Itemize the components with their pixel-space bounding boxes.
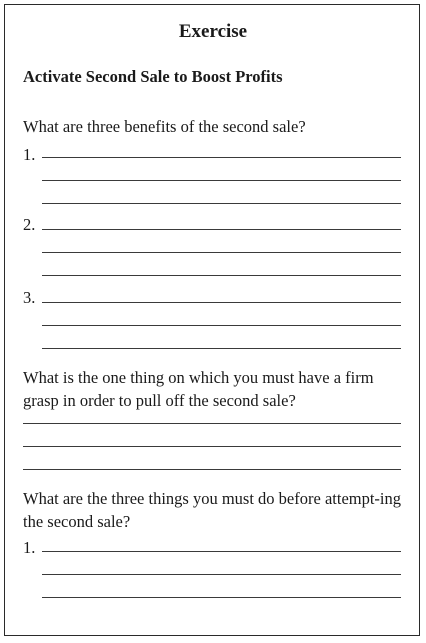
answer-line[interactable] [42, 275, 401, 276]
question-1-item-3-number: 3. [23, 288, 36, 307]
answer-line[interactable] [23, 469, 401, 470]
question-2-text: What is the one thing on which you must have a firm grasp in order to pull off the second sale? [23, 368, 374, 410]
question-1-item-2-number: 2. [23, 215, 36, 234]
answer-line[interactable] [42, 302, 401, 303]
answer-line[interactable] [42, 203, 401, 204]
answer-line[interactable] [42, 597, 401, 598]
answer-line[interactable] [42, 551, 401, 552]
answer-line[interactable] [42, 157, 401, 158]
answer-line[interactable] [42, 574, 401, 575]
question-3-item-1-number: 1. [23, 538, 36, 557]
answer-line[interactable] [42, 325, 401, 326]
exercise-subtitle: Activate Second Sale to Boost Profits [23, 67, 283, 86]
exercise-box-border [4, 4, 420, 636]
question-3-text: What are the three things you must do before attempt-ing the second sale? [23, 489, 402, 531]
question-1-item-1-number: 1. [23, 145, 36, 164]
question-1-text: What are three benefits of the second sale? [23, 117, 306, 136]
answer-line[interactable] [42, 229, 401, 230]
exercise-title: Exercise [178, 21, 248, 42]
answer-line[interactable] [42, 180, 401, 181]
answer-line[interactable] [23, 423, 401, 424]
answer-line[interactable] [42, 348, 401, 349]
answer-line[interactable] [42, 252, 401, 253]
answer-line[interactable] [23, 446, 401, 447]
